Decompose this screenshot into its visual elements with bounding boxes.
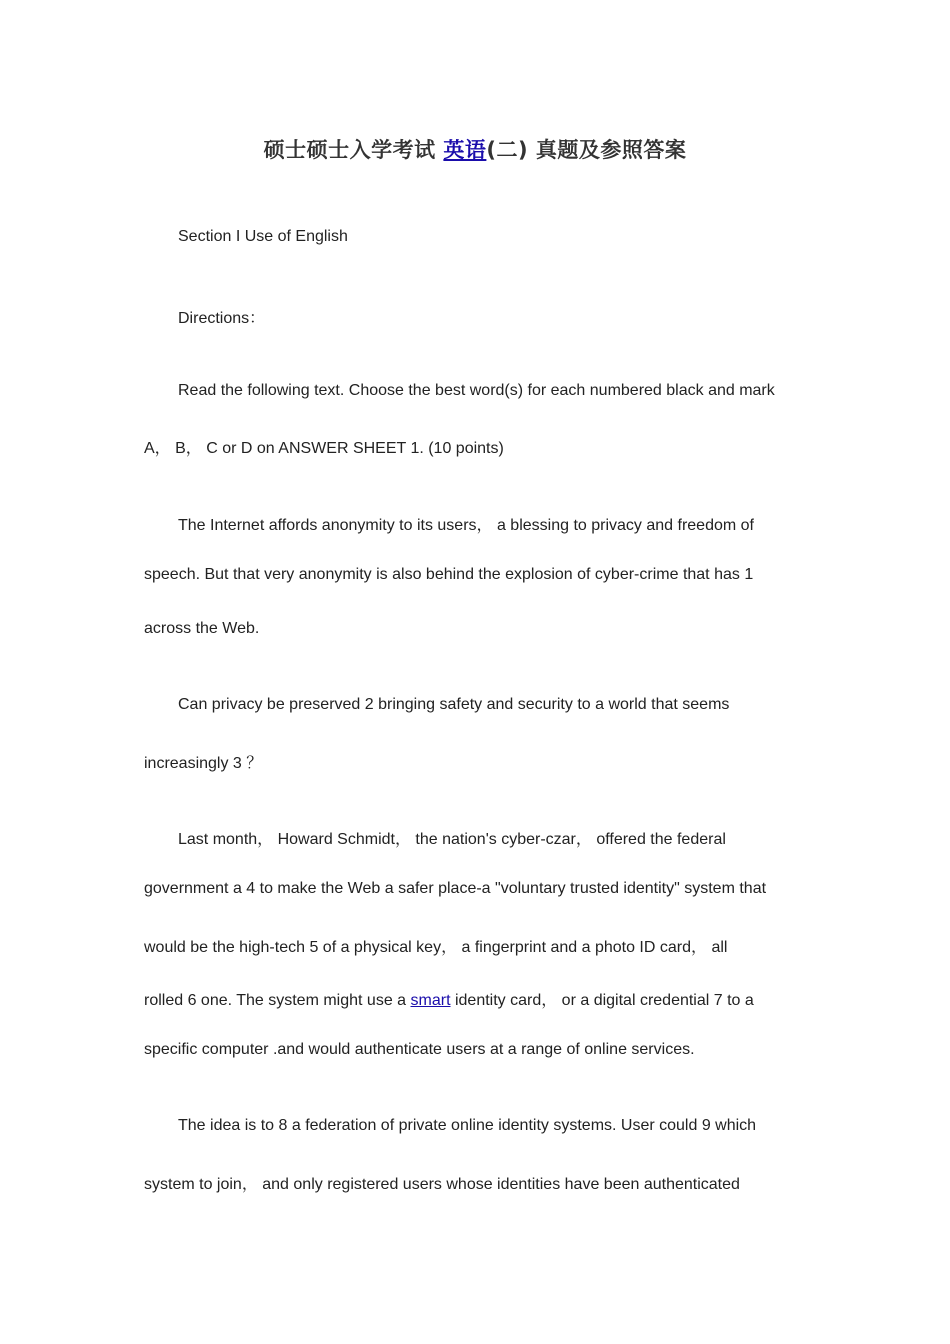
paragraph-line: The idea is to 8 a federation of private online identity systems. User could 9 which [178,1117,757,1134]
paragraph-line: system to join， and only registered users whose identities have been authenticated [144,1176,740,1193]
paragraph-line: specific computer .and would authenticate users at a range of online services. [144,1041,695,1058]
line-text: rolled 6 one. The system might use a [144,992,411,1009]
line-text: identity card， or a digital credential 7 to a [450,992,754,1009]
paragraph-line: government a 4 to make the Web a safer place-a "voluntary trusted identity" system that [144,880,767,897]
paragraph-line: increasingly 3 ？ [144,755,263,772]
title-prefix: 硕士硕士入学考试 [263,138,444,162]
paragraph-line: would be the high-tech 5 of a physical key， a fingerprint and a photo ID card， all [144,939,728,956]
paragraph-line [144,987,754,1010]
title-suffix: (二) 真题及参照答案 [486,138,687,162]
paragraph-line: The Internet affords anonymity to its users， a blessing to privacy and freedom of [178,517,754,534]
paragraph-line: speech. But that very anonymity is also behind the explosion of cyber-crime that has 1 [144,566,754,583]
directions-label: Directions： [178,310,266,327]
paragraph-line: Last month， Howard Schmidt， the nation's cyber-czar， offered the federal [178,831,726,848]
section-heading: Section I Use of English [178,228,348,245]
directions-text-line: A， B， C or D on ANSWER SHEET 1. (10 points) [144,440,504,457]
directions-text-line: Read the following text. Choose the best word(s) for each numbered black and mark [178,382,775,399]
page-title [0,134,950,164]
english-link[interactable]: 英语 [443,138,487,162]
paragraph-line: Can privacy be preserved 2 bringing safety and security to a world that seems [178,696,730,713]
paragraph-line: across the Web. [144,620,260,637]
smart-link[interactable]: smart [410,992,451,1009]
